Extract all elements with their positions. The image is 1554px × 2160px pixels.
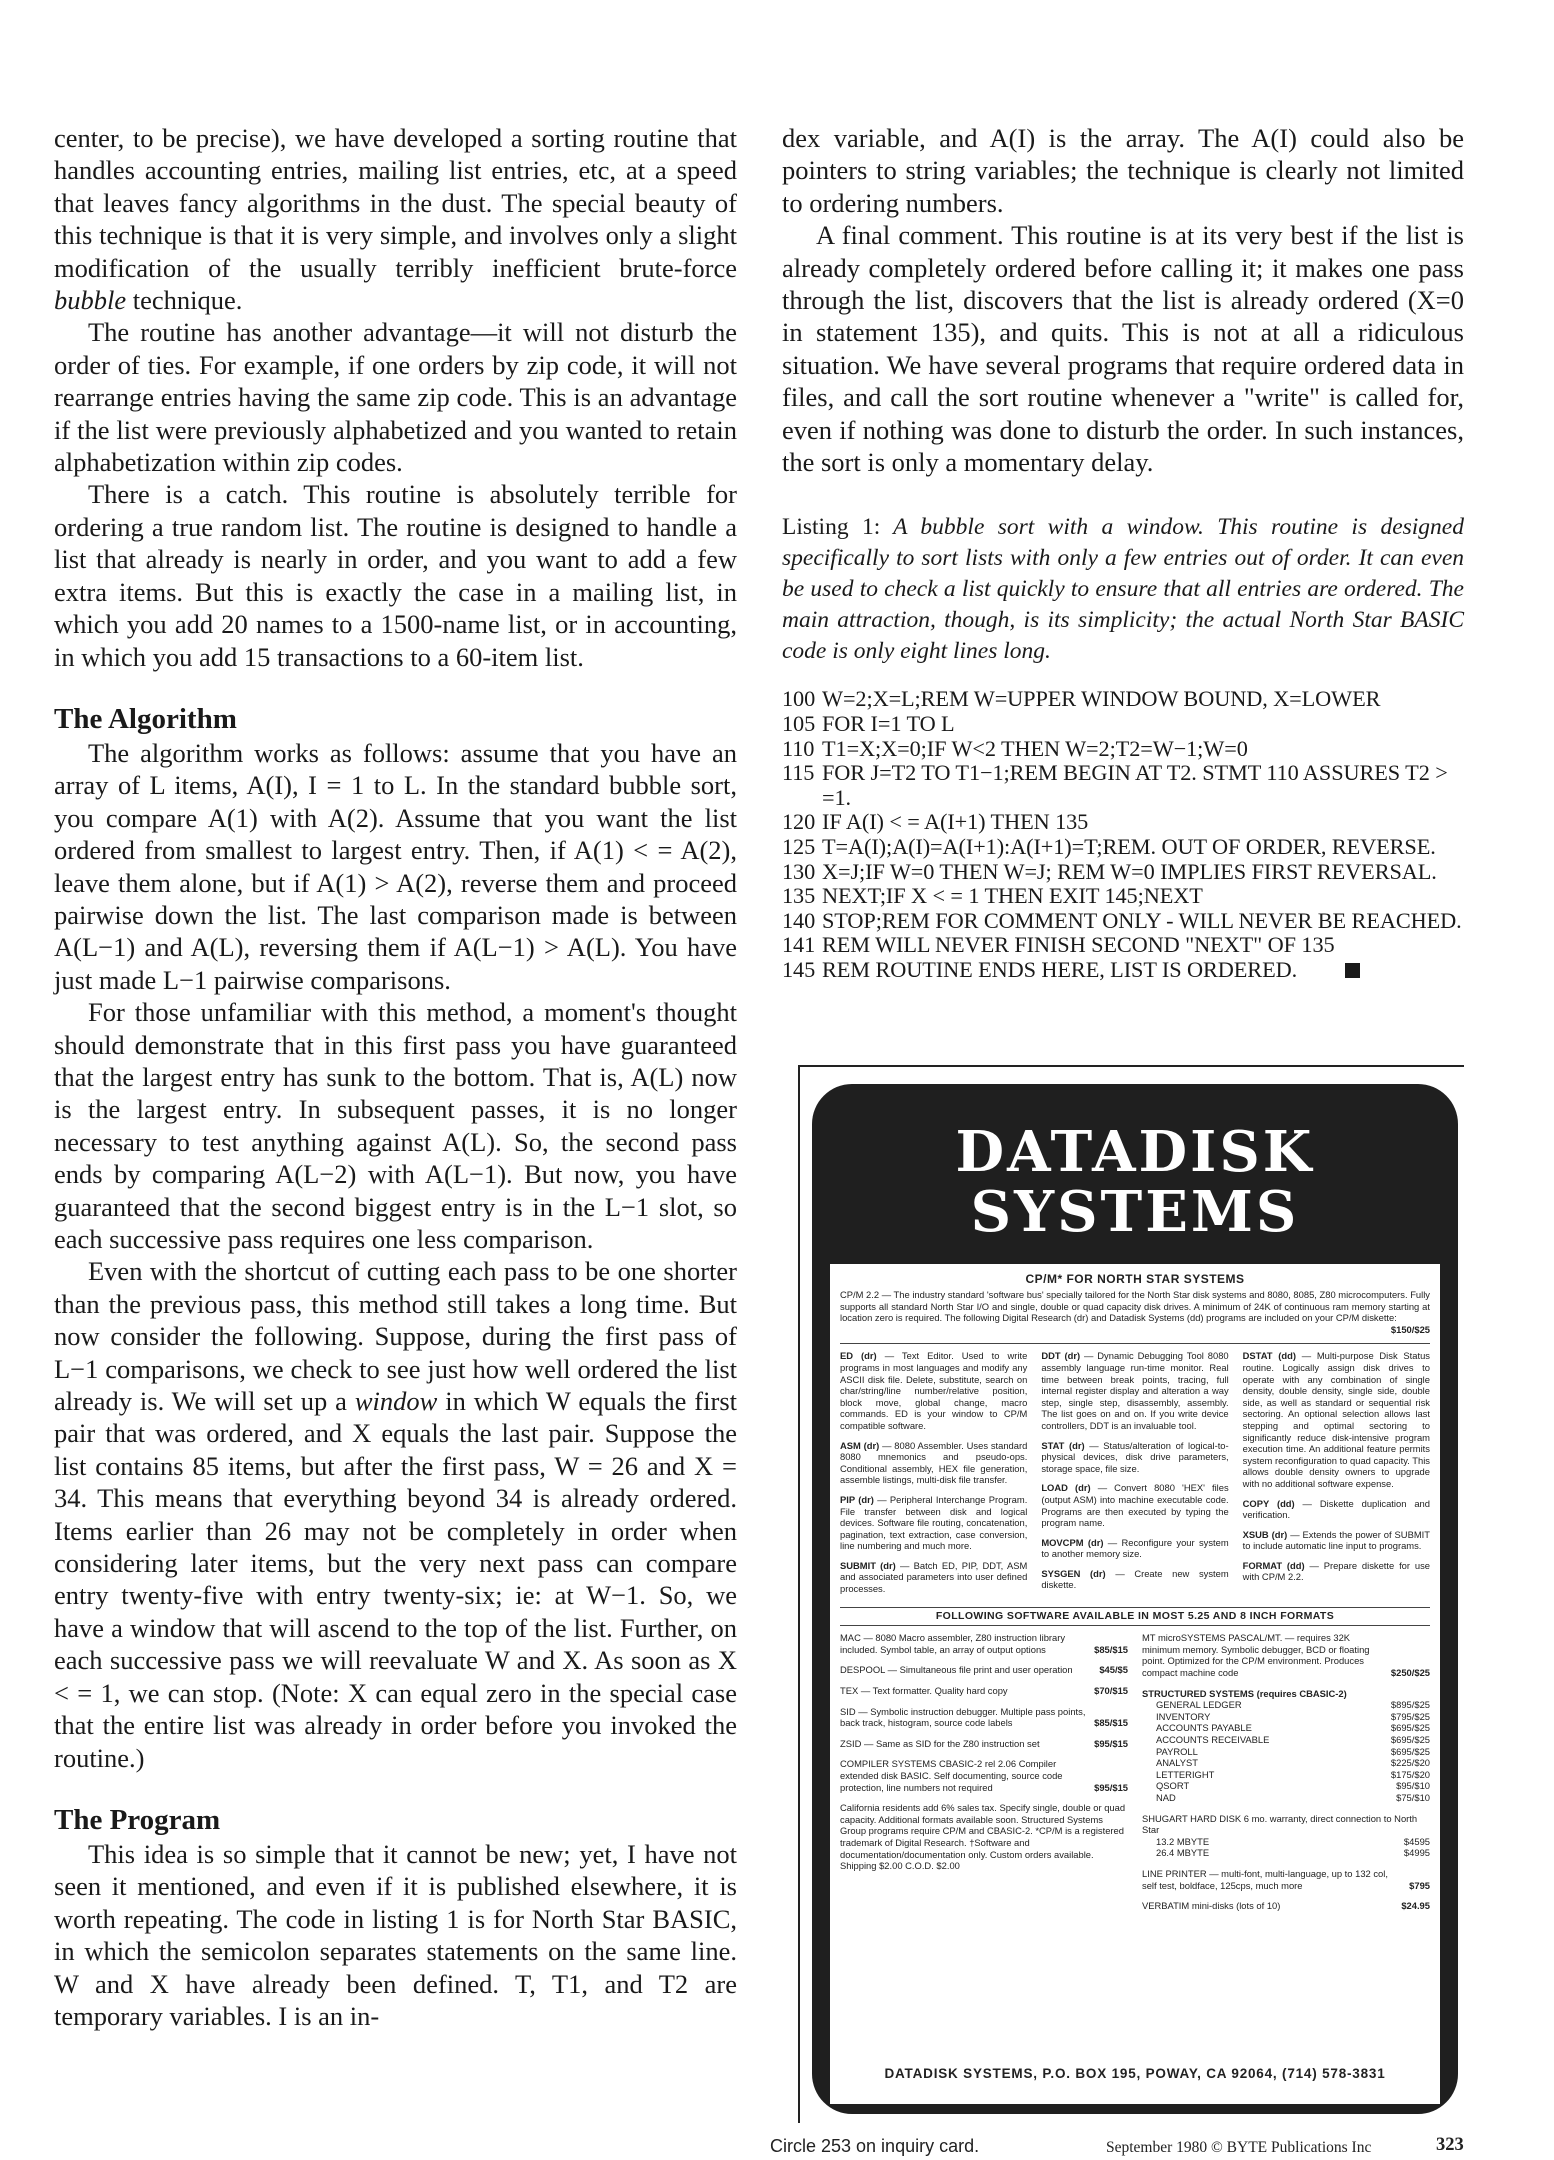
program-item [1243, 1529, 1430, 1552]
ad-header: CP/M* FOR NORTH STAR SYSTEMS [1025, 1272, 1245, 1286]
paragraph: The algorithm works as follows: assume that you have an array of L items, A(I), I = 1 to L. In the standard bubble sort, you compare A(1) with A(2). Assume that you want the list ordered from smallest to largest entry. Then, if A(1) < = A(2), leave them alone, but if A(1) > A(2), reverse them and proceed pairwise down the list. The last comparison made is between A(L−1) and A(L), reversing them if A(L−1) > A(L). You have just made L−1 pairwise comparisons. [54, 737, 737, 995]
program-item [840, 1560, 1027, 1595]
program-name: MOVCPM (dr) [1041, 1536, 1104, 1548]
structured-item [1142, 1746, 1430, 1758]
statement: FOR I=1 TO L [822, 711, 955, 737]
program-grid [840, 1343, 1430, 1602]
structured-item [1142, 1699, 1430, 1711]
structured-item [1142, 1711, 1430, 1723]
shugart-name: 13.2 MBYTE [1156, 1835, 1210, 1847]
structured-price: $695/$25 [1390, 1722, 1430, 1734]
software-desc: TEX — Text formatter. Quality hard copy [840, 1685, 1008, 1697]
line-number: 105 [782, 711, 816, 737]
code-line [782, 761, 1464, 810]
software-price: $85/$15 [1094, 1717, 1128, 1729]
page-number: 323 [1436, 2135, 1464, 2155]
ad-content [830, 1264, 1440, 2044]
structured-name: NAD [1156, 1791, 1176, 1803]
program-name: DSTAT (dd) [1242, 1350, 1296, 1362]
statement: W=2;X=L;REM W=UPPER WINDOW BOUND, X=LOWER [822, 686, 1381, 712]
structured-name: ANALYST [1156, 1757, 1199, 1769]
ad-border-left [798, 1065, 800, 2123]
program-name: XSUB (dr) [1242, 1528, 1288, 1540]
paragraph: There is a catch. This routine is absolutely terrible for ordering a true random list. The routine is designed to handle a list that already is nearly in order, and you want to add a few extra items. But this is exactly the case in a mailing list, in which you add 20 names to a 1500-name list, or in accounting, in which you add 15 transactions to a 60-item list. [54, 479, 737, 672]
code-line [782, 712, 1464, 737]
right-column [782, 122, 1464, 983]
paragraph: A final comment. This routine is at its very best if the list is already completely ordered before calling it; it makes one pass through the list, discovers that the list is already ordered (X=0 in statement 135), and quits. This is not at all a ridiculous situation. We have several programs that require ordered data in files, and call the sort routine whenever a "write" is called for, even if nothing was done to disturb the order. In such instances, the sort is only a momentary delay. [782, 220, 1464, 478]
statement: FOR J=T2 TO T1−1;REM BEGIN AT T2. STMT 110 ASSURES T2 > =1. [822, 760, 1448, 810]
inquiry-note: Circle 253 on inquiry card. [770, 2136, 980, 2156]
line-number: 140 [782, 907, 816, 933]
software-item [840, 1664, 1128, 1676]
statement: STOP;REM FOR COMMENT ONLY - WILL NEVER BE REACHED. [822, 907, 1462, 933]
end-of-article-mark [1345, 963, 1360, 978]
software-desc: COMPILER SYSTEMS CBASIC-2 rel 2.06 Compiler extended disk BASIC. Self documenting, source code protection, line numbers not required [840, 1758, 1063, 1793]
software-price: $95/$15 [1094, 1781, 1128, 1793]
program-item [1041, 1350, 1228, 1431]
code-line [782, 884, 1464, 909]
software-desc: SID — Symbolic instruction debugger. Multiple pass points, back track, histogram, source code labels [840, 1705, 1086, 1729]
program-name: ASM (dr) [840, 1439, 880, 1451]
structured-title: STRUCTURED SYSTEMS (requires CBASIC-2) [1142, 1687, 1347, 1699]
software-desc: MAC — 8080 Macro assembler, Z80 instruction library included. Symbol table, an array of output options [840, 1632, 1066, 1655]
line-number: 115 [782, 760, 815, 786]
program-item [1243, 1350, 1430, 1489]
software-item [840, 1706, 1128, 1729]
program-desc: — 8080 Assembler. Uses standard 8080 mnemonics and pseudo-ops. Conditional assembly, HEX file generation, assemble listings, multi-disk file transfer. [840, 1439, 1028, 1486]
structured-item [1142, 1780, 1430, 1792]
shugart-item [1142, 1836, 1430, 1848]
program-item [840, 1494, 1027, 1552]
statement: REM WILL NEVER FINISH SECOND "NEXT" OF 135 [822, 932, 1335, 958]
shugart-item [1142, 1847, 1430, 1859]
structured-item [1142, 1734, 1430, 1746]
software-item [840, 1758, 1128, 1793]
software-price: $95/$15 [1094, 1737, 1128, 1749]
structured-name: LETTERIGHT [1156, 1768, 1215, 1780]
code-line [782, 933, 1464, 958]
code-line [782, 810, 1464, 835]
program-name: SYSGEN (dr) [1041, 1567, 1106, 1579]
statement: T1=X;X=0;IF W<2 THEN W=2;T2=W−1;W=0 [822, 735, 1248, 761]
structured-price: $695/$25 [1390, 1745, 1430, 1757]
statement: REM ROUTINE ENDS HERE, LIST IS ORDERED. [822, 958, 1464, 983]
paragraph: Even with the shortcut of cutting each pass to be one shorter than the previous pass, this method still takes a long time. But now consider the following. Suppose, during the first pass of L−1 comparisons, we check to see just how well ordered the list already is. We will set up a window in which W equals the first pair that was ordered, and X equals the last pair. Suppose the list contains 85 items, but after the first pass, W = 26 and X = 34. This means that everything beyond 34 is already ordered. Items earlier than 26 may not be completely in order when considering later items, but the very next pass can compare entry twenty-five with entry twenty-six; ie: at W−1. So, we have a window that will ascend to the top of the list. Further, on each successive pass we will reevaluate W and X. As soon as X < = 1, we can stop. (Note: X can equal zero in the special case that the entire list was already in order before you invoked the routine.) [54, 1256, 737, 1773]
structured-item [1142, 1757, 1430, 1769]
shugart-price: $4995 [1403, 1847, 1430, 1859]
line-number: 100 [782, 686, 816, 712]
datadisk-advertisement [812, 1084, 1458, 2114]
program-desc: — Text Editor. Used to write programs in most languages and modify any ASCII disk file. Delete, substitute, search on char/string/line number/relative position, block move, global change, macro commands. ED is your window to CP/M compatible software. [840, 1350, 1028, 1431]
program-desc: — Status/alteration of logical-to-physical devices, disk drive parameters, storage space, file size. [1041, 1439, 1229, 1474]
structured-price: $175/$20 [1390, 1768, 1430, 1780]
statement: X=J;IF W=0 THEN W=J; REM W=0 IMPLIES FIRST REVERSAL. [822, 858, 1437, 884]
code-listing [782, 687, 1464, 982]
software-item: VERBATIM mini-disks (lots of 10) $24.95 [1142, 1900, 1430, 1912]
statement: IF A(I) < = A(I+1) THEN 135 [822, 809, 1089, 835]
structured-name: ACCOUNTS RECEIVABLE [1156, 1734, 1270, 1745]
shugart-name: 26.4 MBYTE [1156, 1847, 1210, 1859]
software-item [840, 1632, 1128, 1655]
structured-price: $225/$20 [1390, 1757, 1430, 1769]
program-desc: — Dynamic Debugging Tool 8080 assembly language run-time monitor. Real time between break points, tracing, full internal register display and alteration a way step, single step, disassembly, assembly. The list goes on and on. If you write device controllers, DDT is an invaluable tool. [1041, 1350, 1229, 1431]
software-item [840, 1738, 1128, 1750]
paragraph: This idea is so simple that it cannot be new; yet, I have not seen it mentioned, and even if it is published elsewhere, it is worth repeating. The code in listing 1 is for North Star BASIC, in which the semicolon separates statements on the same line. W and X have already been defined. T, T1, and T2 are temporary variables. I is an in- [54, 1838, 737, 2031]
ad-header-2: FOLLOWING SOFTWARE AVAILABLE IN MOST 5.25 AND 8 INCH FORMATS [840, 1607, 1430, 1627]
structured-price: $895/$25 [1390, 1699, 1430, 1711]
program-item [1041, 1482, 1228, 1528]
line-number: 125 [782, 834, 816, 860]
code-line [782, 687, 1464, 712]
program-name: LOAD (dr) [1041, 1482, 1091, 1494]
program-desc: — Reconfigure your system to another memory size. [1041, 1536, 1229, 1560]
code-line [782, 958, 1464, 983]
software-price: $45/$5 [1099, 1664, 1128, 1676]
structured-name: PAYROLL [1156, 1745, 1198, 1757]
program-item [1243, 1560, 1430, 1583]
ad-footer-address: DATADISK SYSTEMS, P.O. BOX 195, POWAY, CA 92064, (714) 578-3831 [830, 2044, 1440, 2104]
program-name: FORMAT (dd) [1242, 1559, 1305, 1571]
program-desc: — Create new system diskette. [1041, 1567, 1229, 1591]
program-item [1041, 1440, 1228, 1475]
software-item [840, 1685, 1128, 1697]
program-item [840, 1440, 1027, 1486]
ad-title: DATADISK SYSTEMS [955, 1119, 1315, 1245]
program-name: PIP (dr) [840, 1493, 874, 1505]
order-notes: California residents add 6% sales tax. Specify single, double or quad capacity. Additional formats available soon. Structured Systems Group programs require CP/M and CBASIC-2. *CP/M is a registered trademark of Digital Research. †Software and documentation/documentation only. Custom orders available. Shipping $2.00 C.O.D. $2.00 [840, 1802, 1126, 1872]
ad-border-top [800, 1065, 1464, 1067]
statement: NEXT;IF X < = 1 THEN EXIT 145;NEXT [822, 883, 1203, 909]
issue-line: September 1980 © BYTE Publications Inc [1106, 2139, 1372, 2156]
structured-price: $95/$10 [1396, 1780, 1430, 1792]
code-line [782, 909, 1464, 934]
program-desc: — Extends the power of SUBMIT to include automatic line input to programs. [1242, 1528, 1430, 1552]
structured-price: $795/$25 [1390, 1710, 1430, 1722]
program-item [1041, 1537, 1228, 1560]
listing-caption: Listing 1: A bubble sort with a window. This routine is designed specifically to sort lists with only a few entries out of order. It can even be used to check a list quickly to ensure that all entries are ordered. The main attraction, though, is its simplicity; the actual North Star BASIC code is only eight lines long. [782, 514, 1464, 665]
software-desc: ZSID — Same as SID for the Z80 instruction set [840, 1737, 1040, 1749]
structured-name: QSORT [1156, 1780, 1190, 1792]
paragraph: The routine has another advantage—it will not disturb the order of ties. For example, if one orders by zip code, it will not rearrange entries having the same zip code. This is an advantage if the list were previously alphabetized and you wanted to retain alphabetization within zip codes. [54, 317, 737, 478]
program-desc: — Peripheral Interchange Program. File transfer between disk and logical devices. Software file routing, concatenation, pagination, text extraction, case conversion, line numbering and much more. [840, 1493, 1028, 1552]
program-item [1243, 1498, 1430, 1521]
section-heading-program: The Program [54, 1803, 221, 1836]
ad-intro: CP/M 2.2 — The industry standard 'software bus' specially tailored for the North Star disk systems and 8080, 8085, Z80 microcomputers. Fully supports all standard North Star I/O and single, double or quad capacity disk drives. A minimum of 24K of continuous ram memory starting at location zero is required. The following Digital Research (dr) and Datadisk Systems (dd) programs are included on your CP/M diskette: $150/$25 [840, 1289, 1430, 1335]
line-number: 141 [782, 932, 816, 958]
paragraph: center, to be precise), we have developed a sorting routine that handles accounting entries, mailing list entries, etc, at a speed that leaves fancy algorithms in the dust. The special beauty of this technique is that it is very simple, and involves only a slight modification of the usually terribly inefficient brute-force bubble technique. [54, 123, 737, 316]
structured-item [1142, 1722, 1430, 1734]
software-item: MT microSYSTEMS PASCAL/MT. — requires 32K minimum memory. Symbolic debugger, BCD or floating point. Optimized for the CP/M environment. Produces compact machine code $250/$25 [1142, 1632, 1430, 1679]
structured-name: GENERAL LEDGER [1156, 1699, 1242, 1711]
software-item: LINE PRINTER — multi-font, multi-language, up to 132 col, self test, boldface, 125cps, much more $795 [1142, 1867, 1430, 1891]
program-desc: — Multi-purpose Disk Status routine. Logically assign disk drives to operate with any combination of single density, double density, single side, double side, as well as standard or sequential risk sectoring. An optional selection allows last stepping and optimal sectoring to significantly reduce disk-intensive program execution time. An additional feature permits system reconfiguration to quad capacity. This allows double density owners to upgrade with no additional software expense. [1242, 1350, 1430, 1489]
shugart-text: SHUGART HARD DISK 6 mo. warranty, direct connection to North Star [1142, 1812, 1418, 1836]
program-desc: — Diskette duplication and verification. [1242, 1497, 1430, 1521]
software-price: $70/$15 [1094, 1685, 1128, 1697]
left-column [54, 122, 737, 2032]
code-line [782, 737, 1464, 762]
line-number: 135 [782, 883, 816, 909]
section-heading-algorithm: The Algorithm [54, 702, 237, 735]
statement: T=A(I);A(I)=A(I+1):A(I+1)=T;REM. OUT OF ORDER, REVERSE. [822, 834, 1436, 860]
structured-item [1142, 1792, 1430, 1804]
code-line [782, 860, 1464, 885]
program-name: DDT (dr) [1041, 1350, 1081, 1362]
program-name: SUBMIT (dr) [840, 1559, 896, 1571]
program-desc: — Convert 8080 'HEX' files (output ASM) into machine executable code. Programs are then executed by typing the program name. [1041, 1482, 1229, 1529]
line-number: 130 [782, 858, 816, 884]
shugart-price: $4595 [1403, 1835, 1430, 1847]
program-item [840, 1350, 1027, 1431]
structured-name: ACCOUNTS PAYABLE [1156, 1722, 1252, 1734]
program-item [1041, 1568, 1228, 1591]
structured-price: $695/$25 [1390, 1734, 1430, 1745]
paragraph: For those unfamiliar with this method, a moment's thought should demonstrate that in this first pass you have guaranteed that the largest entry has sunk to the bottom. That is, A(L) now is the largest entry. In subsequent passes, it is no longer necessary to test anything against A(L). So, the second pass ends by comparing A(L−2) with A(L−1). But now, you have guaranteed that the second biggest entry is in the L−1 slot, so each successive pass requires one less comparison. [54, 997, 737, 1254]
software-desc: DESPOOL — Simultaneous file print and user operation [840, 1664, 1073, 1676]
code-line [782, 835, 1464, 860]
software-price: $85/$15 [1094, 1643, 1128, 1655]
line-number: 145 [782, 957, 816, 982]
program-name: COPY (dd) [1242, 1497, 1295, 1509]
structured-name: INVENTORY [1156, 1710, 1211, 1722]
program-desc: — Batch ED, PIP, DDT, ASM and associated parameters into user defined processes. [840, 1559, 1028, 1595]
line-number: 120 [782, 809, 816, 835]
program-name: ED (dr) [840, 1350, 877, 1362]
program-name: STAT (dr) [1041, 1439, 1085, 1451]
structured-item [1142, 1769, 1430, 1781]
software-list [840, 1632, 1430, 1920]
line-number: 110 [782, 735, 815, 761]
program-desc: — Prepare diskette for use with CP/M 2.2. [1242, 1559, 1430, 1583]
structured-price: $75/$10 [1396, 1791, 1430, 1803]
paragraph: dex variable, and A(I) is the array. The A(I) could also be pointers to string variables; the technique is clearly not limited to ordering numbers. [782, 123, 1464, 218]
